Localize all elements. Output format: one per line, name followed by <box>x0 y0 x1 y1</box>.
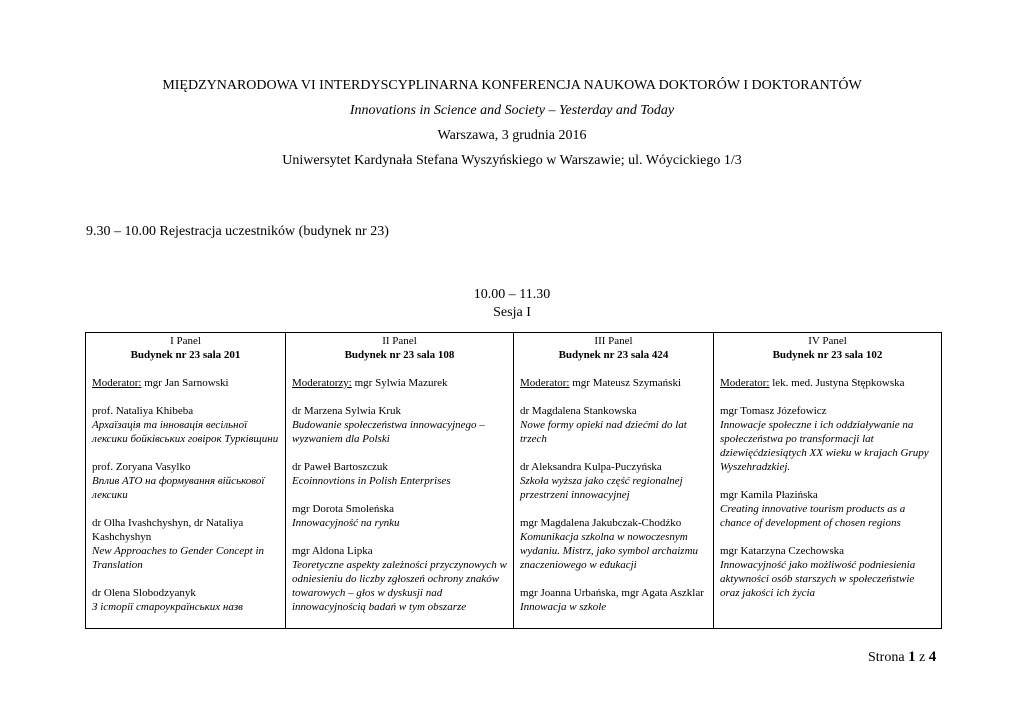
panel-room: Budynek nr 23 sala 424 <box>558 349 669 361</box>
conference-venue: Uniwersytet Kardynała Stefana Wyszyńskiego w Warszawie; ul. Wóycickiego 1/3 <box>282 153 742 168</box>
presentation-title: New Approaches to Gender Concept in Translation <box>92 545 265 571</box>
presentation-title: Innowacyjność na rynku <box>292 517 400 529</box>
panel-room: Budynek nr 23 sala 102 <box>772 349 883 361</box>
presentation-author: mgr Aldona Lipka <box>292 545 373 557</box>
registration-line: 9.30 – 10.00 Rejestracja uczestników (budynek nr 23) <box>86 224 389 239</box>
presentation-author: mgr Magdalena Jakubczak-Chodźko <box>520 517 682 529</box>
moderator-name: mgr Mateusz Szymański <box>569 377 681 389</box>
presentation <box>292 460 507 488</box>
current-page: 1 <box>908 649 916 665</box>
presentation-title: Nowe formy opieki nad dziećmi do lat trzech <box>520 419 687 445</box>
presentation-title: Creating innovative tourism products as a chance of development of chosen regions <box>720 503 906 529</box>
presentation-title: Szkoła wyższa jako część regionalnej przestrzeni innowacyjnej <box>520 475 683 501</box>
presentation-author: dr Olha Ivashchyshyn, dr Nataliya Kashchyshyn <box>92 517 244 543</box>
presentation-author: mgr Tomasz Józefowicz <box>720 405 827 417</box>
session-time: 10.00 – 11.30 <box>473 287 551 302</box>
panel-title: IV Panel <box>808 335 847 347</box>
total-pages: 4 <box>928 649 937 665</box>
moderator-label: Moderator: <box>720 377 770 389</box>
panel-moderator <box>92 376 279 390</box>
presentation-author: mgr Dorota Smoleńska <box>292 503 395 515</box>
presentation <box>520 516 707 572</box>
panel-title: II Panel <box>382 335 417 347</box>
presentation-title: Вплив АТО на формування військової лексики <box>92 475 265 501</box>
presentation <box>92 516 279 572</box>
presentation <box>520 460 707 502</box>
presentation-author: dr Magdalena Stankowska <box>520 405 637 417</box>
presentation-author: mgr Joanna Urbańska, mgr Agata Aszklar <box>520 587 704 599</box>
presentation-author: prof. Zoryana Vasylko <box>92 461 191 473</box>
presentation <box>720 544 935 600</box>
panel-moderator <box>720 376 935 390</box>
presentation <box>92 404 279 446</box>
panel-room: Budynek nr 23 sala 201 <box>130 349 241 361</box>
session-name: Sesja I <box>493 305 531 320</box>
moderator-name: mgr Sylwia Mazurek <box>351 377 448 389</box>
conference-title: MIĘDZYNARODOWA VI INTERDYSCYPLINARNA KONFERENCJA NAUKOWA DOKTORÓW I DOKTORANTÓW <box>162 78 862 93</box>
page-footer <box>868 649 936 666</box>
conference-subtitle: Innovations in Science and Society – Yesterday and Today <box>349 103 675 118</box>
presentation-author: dr Aleksandra Kulpa-Puczyńska <box>520 461 662 473</box>
panel-moderator <box>292 376 507 390</box>
presentation-title: Innowacyjność jako możliwość podniesienia aktywności osób starszych w społeczeństwie oraz jakości ich życia <box>720 559 916 599</box>
presentation <box>92 460 279 502</box>
footer-label: Strona <box>868 650 909 665</box>
presentation-title: Архаїзація та інновація весільної лексики бойківських говірок Турківщини <box>92 419 279 445</box>
presentation-title: Budowanie społeczeństwa innowacyjnego – wyzwaniem dla Polski <box>292 419 485 445</box>
panel-1 <box>86 333 286 629</box>
moderator-name: lek. med. Justyna Stępkowska <box>769 377 905 389</box>
moderator-name: mgr Jan Sarnowski <box>141 377 229 389</box>
presentation-title: Innowacje społeczne i ich oddziaływanie na społeczeństwa po transformacji lat dziewięćdziesiątych XX wieku w krajach Grupy Wyszehradzkiej. <box>720 419 929 473</box>
panel-moderator <box>520 376 707 390</box>
presentation <box>92 586 279 614</box>
panel-3 <box>514 333 714 629</box>
presentation <box>292 502 507 530</box>
panel-title: I Panel <box>170 335 201 347</box>
presentation <box>292 404 507 446</box>
presentation <box>720 404 935 474</box>
panel-4 <box>714 333 942 629</box>
presentation <box>720 488 935 530</box>
presentation <box>292 544 507 614</box>
presentation <box>520 586 707 614</box>
presentation-title: Ecoinnovtions in Polish Enterprises <box>292 475 451 487</box>
panels-table <box>85 332 942 629</box>
panel-2 <box>286 333 514 629</box>
presentation-title: Innowacja w szkole <box>520 601 607 613</box>
session-heading <box>0 286 1024 322</box>
moderator-label: Moderatorzy: <box>292 377 352 389</box>
presentation-author: mgr Katarzyna Czechowska <box>720 545 845 557</box>
moderator-label: Moderator: <box>92 377 142 389</box>
presentation <box>520 404 707 446</box>
presentation-author: dr Marzena Sylwia Kruk <box>292 405 402 417</box>
panel-room: Budynek nr 23 sala 108 <box>344 349 455 361</box>
presentation-author: prof. Nataliya Khibeba <box>92 405 194 417</box>
panels-row <box>86 333 942 629</box>
presentation-title: З історії староукраїнських назв <box>92 601 243 613</box>
moderator-label: Moderator: <box>520 377 570 389</box>
presentation-author: dr Olena Slobodzyanyk <box>92 587 196 599</box>
footer-of: z <box>915 650 929 665</box>
presentation-title: Komunikacja szkolna w nowoczesnym wydaniu. Mistrz, jako symbol archaizmu znaczeniowego w edukacji <box>520 531 699 571</box>
presentation-title: Teoretyczne aspekty zależności przyczynowych w odniesieniu do liczby zgłoszeń ochrony znaków towarowych – głos w dyskusji nad innowacyjnością badań w tym obszarze <box>292 559 507 613</box>
presentation-author: dr Paweł Bartoszczuk <box>292 461 388 473</box>
panel-title: III Panel <box>594 335 633 347</box>
conference-date: Warszawa, 3 grudnia 2016 <box>437 128 587 143</box>
presentation-author: mgr Kamila Płazińska <box>720 489 818 501</box>
